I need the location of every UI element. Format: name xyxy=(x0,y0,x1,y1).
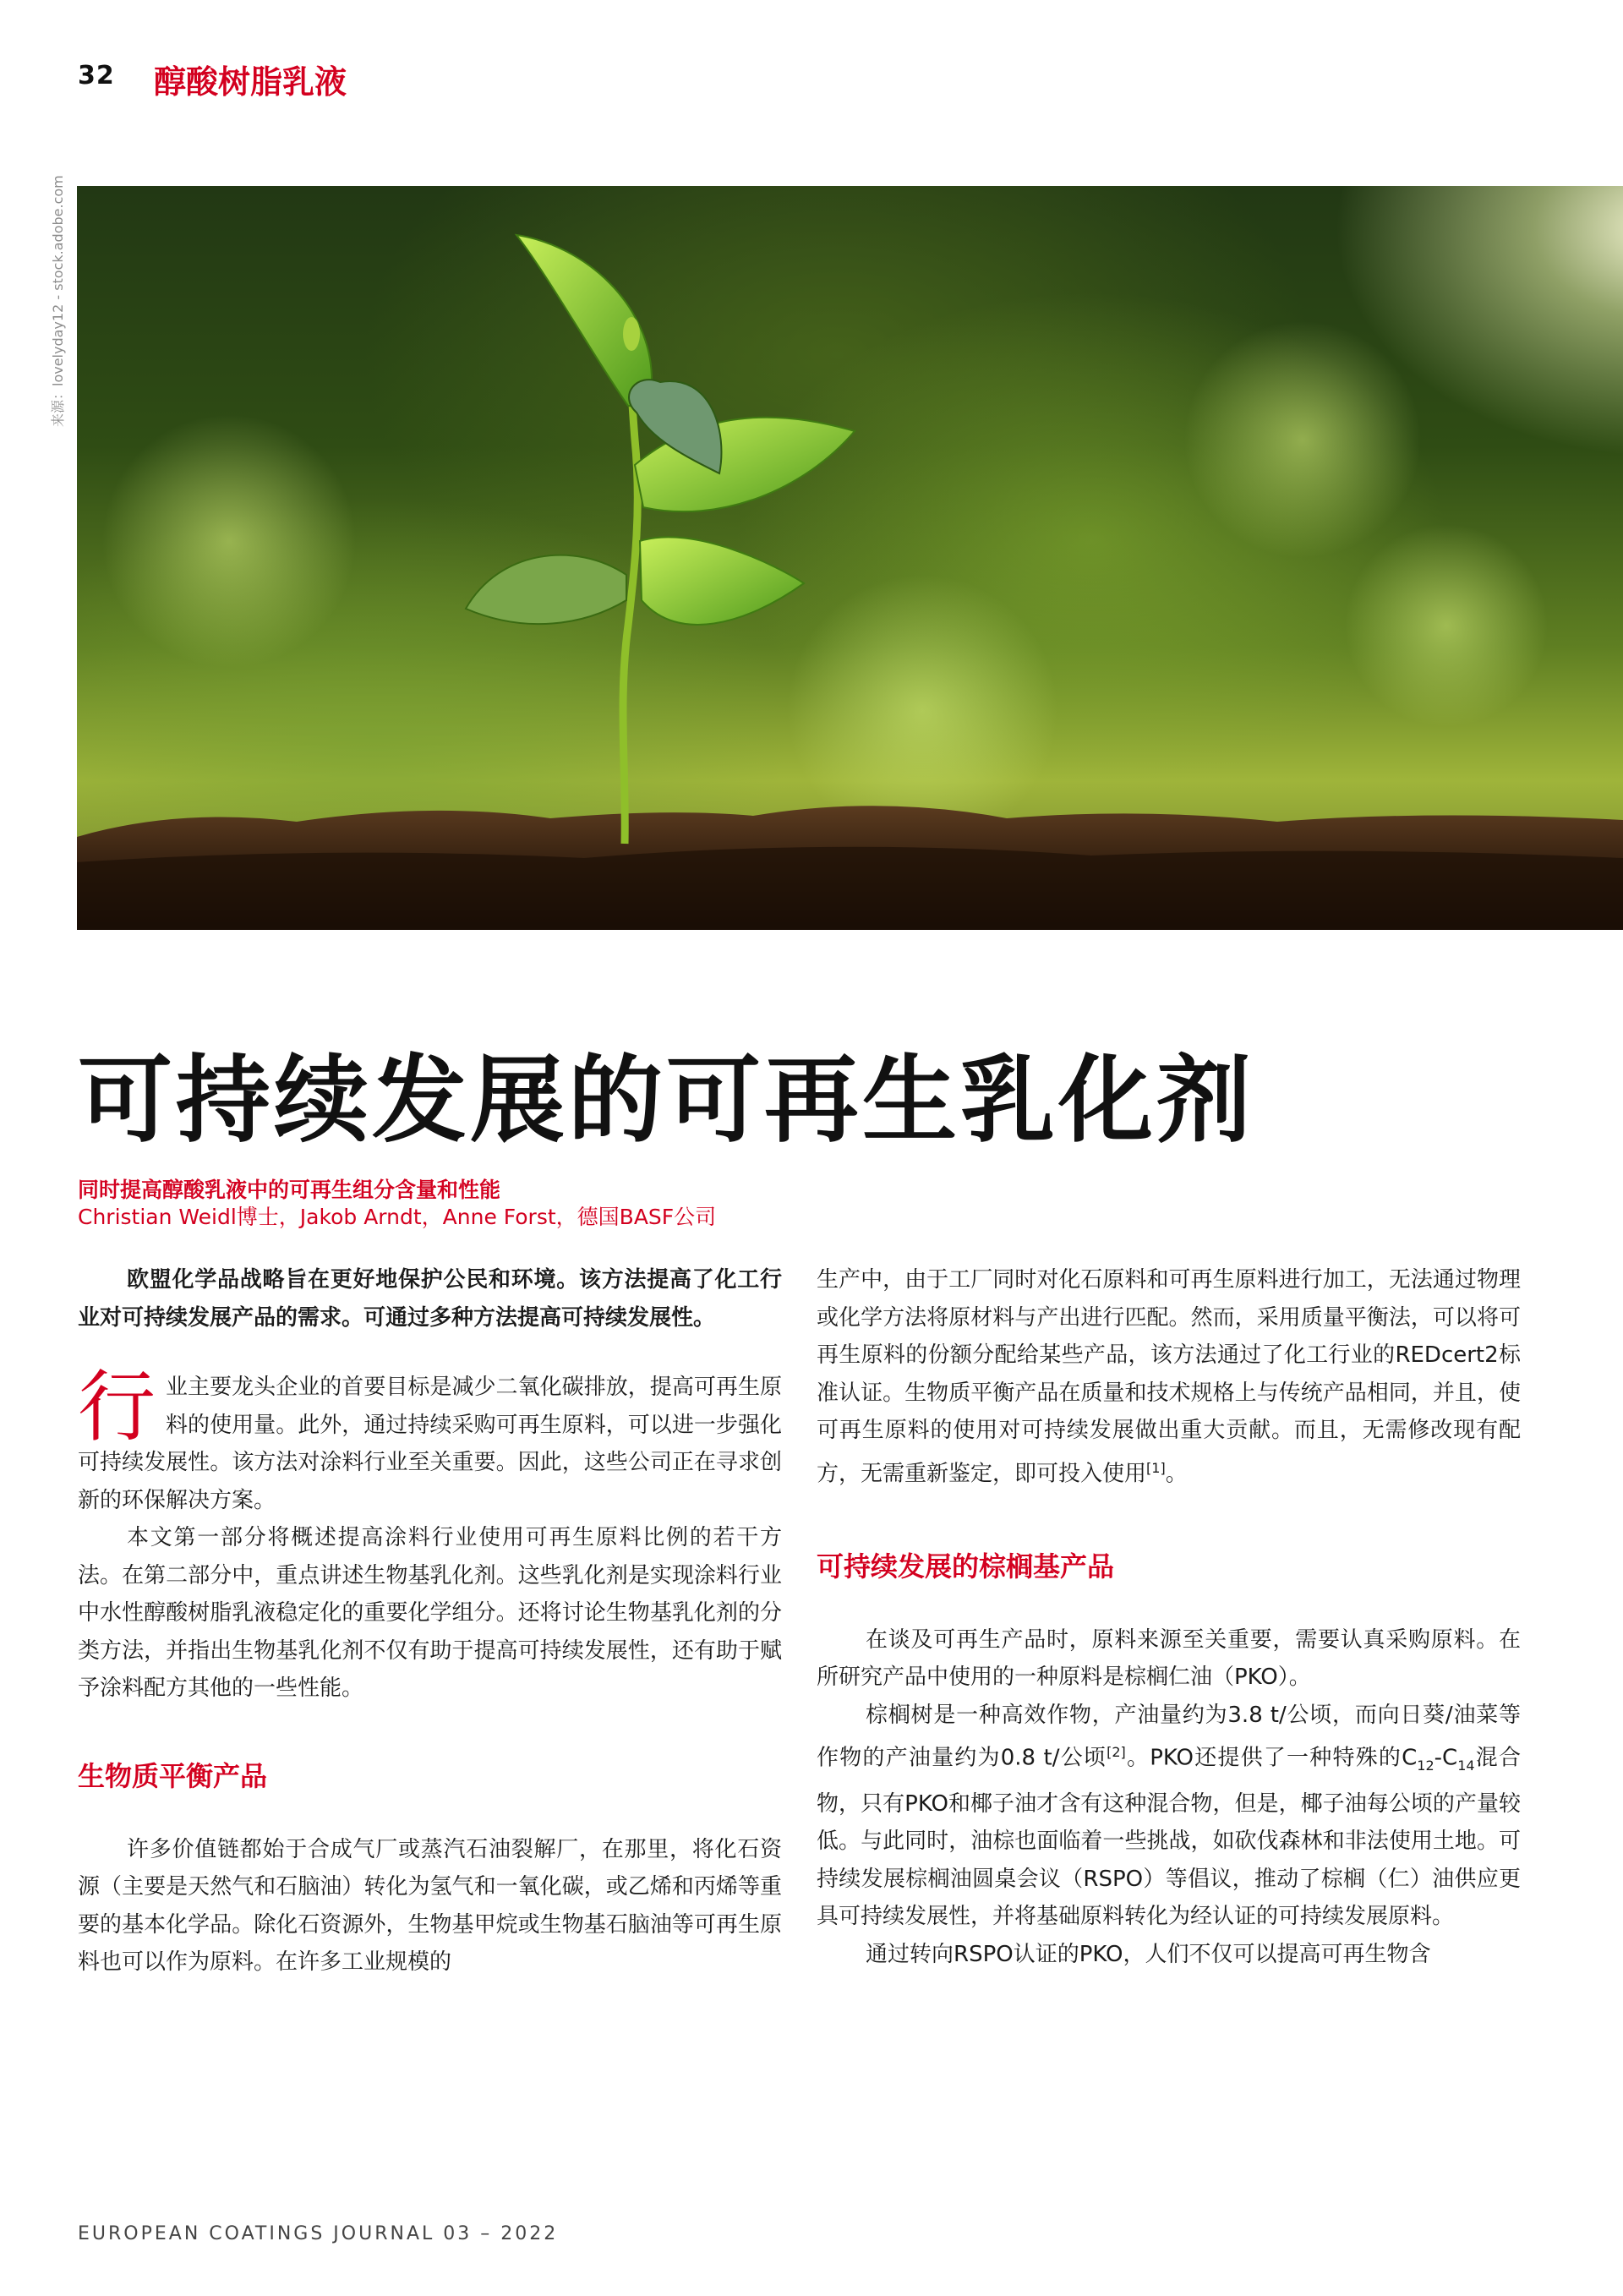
hero-image xyxy=(77,186,1623,930)
body-paragraph-5: 在谈及可再生产品时，原料来源至关重要，需要认真采购原料。在所研究产品中使用的一种原料是棕榈仁油（PKO）。 xyxy=(817,1626,1521,1691)
body-paragraph-4-end: 。 xyxy=(1165,1461,1188,1487)
left-column xyxy=(78,1261,782,1982)
journal-footer: EUROPEAN COATINGS JOURNAL 03 – 2022 xyxy=(78,2223,559,2244)
body-paragraph-7: 通过转向RSPO认证的PKO，人们不仅可以提高可再生物含 xyxy=(866,1941,1431,1967)
body-paragraph-3: 许多价值链都始于合成气厂或蒸汽石油裂解厂，在那里，将化石资源（主要是天然气和石脑油）转化为氢气和一氧化碳，或乙烯和丙烯等重要的基本化学品。除化石资源外，生物基甲烷或生物基石脑油等可再生原料也可以作为原料。在许多工业规模的 xyxy=(78,1836,782,1975)
body-paragraph-6 xyxy=(817,1697,1521,1936)
article-authors: Christian Weidl博士，Jakob Arndt，Anne Forst，德国BASF公司 xyxy=(78,1205,717,1229)
lead-paragraph: 欧盟化学品战略旨在更好地保护公民和环境。该方法提高了化工行业对可持续发展产品的需求。可通过多种方法提高可持续发展性。 xyxy=(78,1267,782,1331)
heading-biomass-balance: 生物质平衡产品 xyxy=(78,1759,268,1792)
subscript-12: 12 xyxy=(1417,1758,1434,1774)
section-title: 醇酸树脂乳液 xyxy=(154,63,347,101)
seedling-illustration xyxy=(77,186,1623,930)
heading-palm-products: 可持续发展的棕榈基产品 xyxy=(817,1550,1115,1583)
article-subtitle: 同时提高醇酸乳液中的可再生组分含量和性能 xyxy=(78,1178,501,1202)
body-paragraph-1-text: 业主要龙头企业的首要目标是减少二氧化碳排放，提高可再生原料的使用量。此外，通过持续采购可再生原料，可以进一步强化可持续发展性。该方法对涂料行业至关重要。因此，这些公司正在寻求创新的环保解决方案。 xyxy=(78,1375,782,1513)
right-column xyxy=(817,1261,1521,1973)
image-credit xyxy=(47,175,73,452)
p6-part-d: 混合物，只有PKO和椰子油才含有这种混合物，但是，椰子油每公顷的产量较低。与此同时，油棕也面临着一些挑战，如砍伐森林和非法使用土地。可持续发展棕榈油圆桌会议（RSPO）等倡议，推动了棕榈（仁）油供应更具可持续发展性，并将基础原料转化为经认证的可持续发展原料。 xyxy=(817,1745,1521,1929)
body-paragraph-2: 本文第一部分将概述提高涂料行业使用可再生原料比例的若干方法。在第二部分中，重点讲述生物基乳化剂。这些乳化剂是实现涂料行业中水性醇酸树脂乳液稳定化的重要化学组分。还将讨论生物基乳化剂的分类方法，并指出生物基乳化剂不仅有助于提高可持续发展性，还有助于赋予涂料配方其他的一些性能。 xyxy=(78,1525,782,1701)
reference-1: [1] xyxy=(1146,1459,1166,1476)
article-title: 可持续发展的可再生乳化剂 xyxy=(78,1046,1254,1156)
image-credit-text: 来源：lovelyday12 - stock.adobe.com xyxy=(50,175,66,427)
body-paragraph-4-text: 生产中，由于工厂同时对化石原料和可再生原料进行加工，无法通过物理或化学方法将原材料与产出进行匹配。然而，采用质量平衡法，可以将可再生原料的份额分配给某些产品，该方法通过了化工行业的REDcert2标准认证。生物质平衡产品在质量和技术规格上与传统产品相同，并且，使可再生原料的使用对可持续发展做出重大贡献。而且，无需修改现有配方，无需重新鉴定，即可投入使用 xyxy=(817,1267,1521,1487)
page-number: 32 xyxy=(78,61,115,90)
p6-part-b: 。PKO还提供了一种特殊的C xyxy=(1125,1745,1418,1771)
body-paragraph-1 xyxy=(78,1362,782,1519)
body-paragraph-4 xyxy=(817,1261,1521,1493)
p6-part-c: -C xyxy=(1434,1745,1458,1771)
subscript-14: 14 xyxy=(1457,1758,1475,1774)
p6-part-a: 棕榈树是一种高效作物，产油量约为3.8 t/公顷，而向日葵/油菜等作物的产油量约为0.8 t/公顷 xyxy=(817,1702,1521,1771)
drop-cap: 行 xyxy=(78,1362,156,1452)
reference-2: [2] xyxy=(1107,1744,1126,1761)
